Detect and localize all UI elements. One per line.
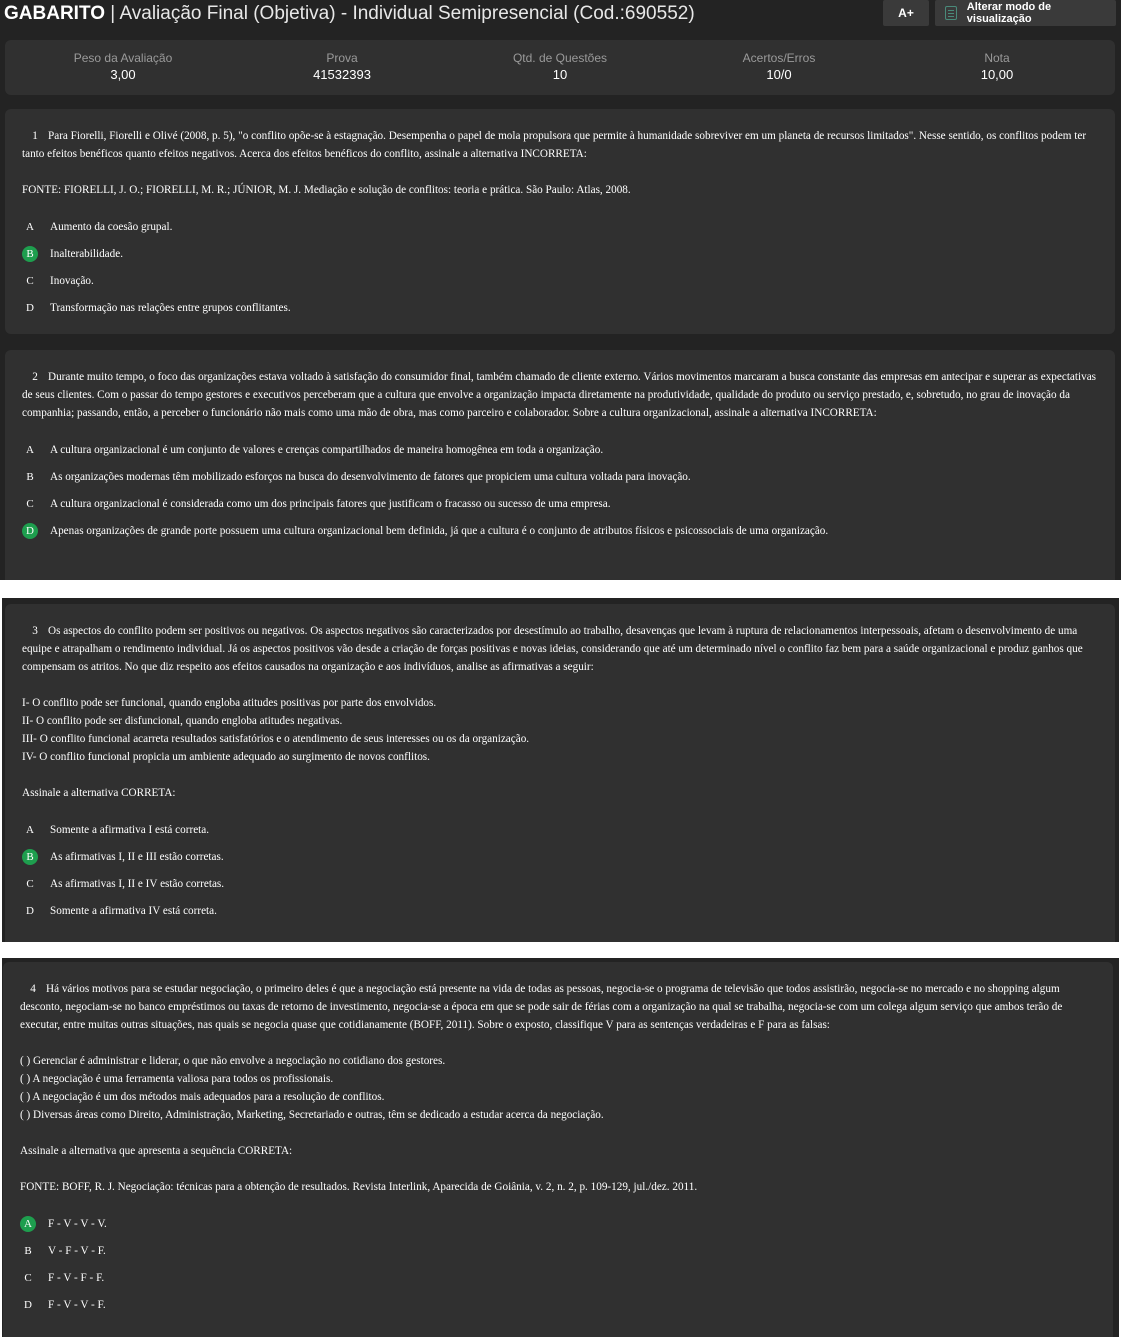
statement-item: II- O conflito pode ser disfuncional, quando engloba atitudes negativas. [22, 715, 343, 727]
correct-option-letter: B [22, 246, 38, 262]
statement-item: ( ) A negociação é uma ferramenta valiosa para todos os profissionais. [20, 1073, 334, 1085]
question-statement: 2 Durante muito tempo, o foco das organizações estava voltado à satisfação do consumidor final, também chamado de cliente externo. Vários movimentos marcaram a busca constante das empresas em antecipar e superar as expectativas de seus clientes. Com o passar do tempo gestores e executivos perceberam que a cultura que envolve a organização impacta diretamente na produtividade, qualidade do produto ou serviço prestado, e, sobretudo, no grau de inovação da companhia; passando, então, a perceber o funcionário não mais como uma mão de obra, mas como parceiro e colaborador. Sobre a cultura organizacional, assinale a alternativa INCORRETA: [22, 368, 1097, 422]
option-text: Aumento da coesão grupal. [50, 220, 173, 233]
option-list [22, 436, 1097, 544]
question-prompt: Assinale a alternativa que apresenta a sequência CORRETA: [20, 1145, 293, 1157]
option-a[interactable] [22, 213, 1097, 240]
option-letter: D [26, 301, 34, 314]
stat-value: 3,00 [110, 67, 136, 82]
stat-value: 10,00 [980, 67, 1014, 82]
stat-label: Nota [984, 51, 1010, 65]
option-letter: C [26, 274, 34, 287]
option-a[interactable] [20, 1210, 1095, 1237]
option-c[interactable] [22, 267, 1097, 294]
option-letter: C [26, 497, 34, 510]
section-divider [0, 580, 1121, 598]
statement-item: ( ) A negociação é um dos métodos mais adequados para a resolução de conflitos. [20, 1091, 385, 1103]
option-text: Somente a afirmativa I está correta. [50, 823, 210, 836]
option-letter: C [24, 1271, 32, 1284]
option-text: Inalterabilidade. [50, 247, 123, 260]
question-card-2 [5, 350, 1115, 580]
option-a[interactable] [22, 816, 1097, 843]
option-b[interactable] [22, 463, 1097, 490]
stat-weight [43, 51, 203, 82]
statement-item: ( ) Diversas áreas como Direito, Administração, Marketing, Secretariado e outras, têm se dedicado a estudar acerca da negociação. [20, 1109, 604, 1121]
brand-label: GABARITO [4, 3, 105, 24]
option-text: Inovação. [50, 274, 94, 287]
stat-grade [917, 51, 1077, 82]
left-edge [0, 580, 2, 1337]
option-text: As afirmativas I, II e III estão corretas. [50, 850, 224, 863]
question-card-3 [5, 604, 1115, 942]
option-text: F - V - V - V. [48, 1217, 107, 1230]
option-text: Transformação nas relações entre grupos conflitantes. [50, 301, 291, 314]
statement-item: IV- O conflito funcional propicia um ambiente adequado ao surgimento de novos conflitos. [22, 751, 430, 763]
option-letter: D [24, 1298, 32, 1311]
option-c[interactable] [22, 490, 1097, 517]
option-text: A cultura organizacional é um conjunto de valores e crenças compartilhados de maneira homogênea em toda a organização. [50, 443, 604, 456]
option-d[interactable] [20, 1291, 1095, 1318]
option-d[interactable] [22, 294, 1097, 321]
option-b[interactable] [22, 843, 1097, 870]
title-separator: | [110, 3, 116, 24]
statement-item: III- O conflito funcional acarreta resultados satisfatórios e o atendimento de seus interesses ou os da organização. [22, 733, 530, 745]
section-divider [0, 942, 1121, 958]
option-list [22, 213, 1097, 321]
question-statement: 1 Para Fiorelli, Fiorelli e Olivé (2008, p. 5), "o conflito opõe-se à estagnação. Desempenha o papel de mola propulsora que permite à humanidade sobreviver em um planeta de recursos limitados". Nesse sentido, os conflitos podem ter tanto efeitos benéficos quanto efeitos negativos. Acerca dos efeitos benéficos do conflito, assinale a alternativa INCORRETA: [22, 127, 1097, 163]
stat-label: Peso da Avaliação [73, 51, 173, 65]
stat-value: 10 [552, 67, 568, 82]
question-number: 1 [32, 130, 38, 142]
change-view-label: Alterar modo de visualização [966, 1, 1052, 25]
question-statement: 4 Há vários motivos para se estudar negociação, o primeiro deles é que a negociação está presente na vida de todas as pessoas, negocia-se o programa de televisão que todos assistirão, negocia-se no mercado e no shopping algum desconto, negociam-se no banco empréstimos ou taxas de retorno de investimento, negocia-se a época em que se pode sair de férias com a organização na qual se trabalha, negocia-se com um colega algum serviço que ambos terão de executar, entre muitas outras situações, nas quais se negocia quase que cotidianamente (BOFF, 2011). Sobre o exposto, classifique V para as sentenças verdadeiras e F para as falsas: [20, 980, 1095, 1034]
exam-summary [5, 40, 1115, 95]
page-title [4, 3, 695, 25]
question-number: 3 [32, 625, 38, 637]
stat-hits-misses [699, 51, 859, 82]
font-size-button[interactable]: A+ [883, 0, 929, 26]
option-a[interactable] [22, 436, 1097, 463]
option-d[interactable] [22, 897, 1097, 924]
question-card-4 [3, 962, 1113, 1337]
stat-question-count [480, 51, 640, 82]
correct-option-letter: A [20, 1216, 36, 1232]
option-text: As organizações modernas têm mobilizado esforços na busca do desenvolvimento de fatores que propiciem uma cultura voltada para inovação. [50, 470, 691, 483]
question-card-1 [5, 109, 1115, 334]
option-b[interactable] [20, 1237, 1095, 1264]
question-prompt: Assinale a alternativa CORRETA: [22, 787, 176, 799]
option-c[interactable] [22, 870, 1097, 897]
option-letter: D [26, 904, 34, 917]
option-letter: A [26, 443, 34, 456]
option-text: As afirmativas I, II e IV estão corretas. [50, 877, 225, 890]
option-letter: A [26, 220, 34, 233]
stat-exam-id [262, 51, 422, 82]
option-text: V - F - V - F. [48, 1244, 106, 1257]
option-letter: B [26, 470, 34, 483]
option-letter: A [26, 823, 34, 836]
correct-option-letter: D [22, 523, 38, 539]
exam-title: Avaliação Final (Objetiva) - Individual Semipresencial (Cod.:690552) [119, 3, 695, 24]
option-text: A cultura organizacional é considerada como um dos principais fatores que justificam o fracasso ou sucesso de uma empresa. [50, 497, 611, 510]
question-statement: 3 Os aspectos do conflito podem ser positivos ou negativos. Os aspectos negativos são caracterizados por desestímulo ao trabalho, desavenças que levam à ruptura de relacionamentos interpessoais, afetam o desenvolvimento de uma equipe e atrapalham o rendimento individual. Já os aspectos positivos vão desde a criação de forças positivas e novas ideias, considerando que até um determinado nível o conflito faz bem para a saúde organizacional e produz ganhos que compensam os atritos. No que diz respeito aos efeitos causados na organização e aos indivíduos, analise as afirmativas a seguir: [22, 622, 1097, 676]
stat-label: Acertos/Erros [742, 51, 816, 65]
option-list [20, 1210, 1095, 1318]
option-d[interactable] [22, 517, 1097, 544]
stat-label: Qtd. de Questões [512, 51, 608, 65]
question-number: 4 [30, 983, 36, 995]
option-b[interactable] [22, 240, 1097, 267]
question-source: FONTE: BOFF, R. J. Negociação: técnicas para a obtenção de resultados. Revista Interlink, Aparecida de Goiânia, v. 2, n. 2, p. 109-129, jul./dez. 2011. [20, 1181, 698, 1193]
option-text: Apenas organizações de grande porte possuem uma cultura organizacional bem definida, já que a cultura é o conjunto de atributos físicos e psicossociais de uma organização. [50, 524, 829, 537]
option-list [22, 816, 1097, 924]
statement-item: ( ) Gerenciar é administrar e liderar, o que não envolve a negociação no cotidiano dos gestores. [20, 1055, 446, 1067]
statement-item: I- O conflito pode ser funcional, quando engloba atitudes positivas por parte dos envolvidos. [22, 697, 437, 709]
document-view-icon [945, 6, 957, 20]
stat-value: 10/0 [766, 67, 792, 82]
option-text: Somente a afirmativa IV está correta. [50, 904, 217, 917]
correct-option-letter: B [22, 849, 38, 865]
option-letter: C [26, 877, 34, 890]
option-letter: B [24, 1244, 32, 1257]
stat-value: 41532393 [313, 67, 371, 82]
question-source: FONTE: FIORELLI, J. O.; FIORELLI, M. R.; JÚNIOR, M. J. Mediação e solução de conflitos: teoria e prática. São Paulo: Atlas, 2008. [22, 184, 631, 196]
top-bar [0, 0, 1121, 32]
option-c[interactable] [20, 1264, 1095, 1291]
question-number: 2 [32, 371, 38, 383]
option-text: F - V - V - F. [48, 1298, 106, 1311]
change-view-button[interactable] [935, 0, 1116, 26]
option-text: F - V - F - F. [48, 1271, 105, 1284]
stat-label: Prova [326, 51, 358, 65]
